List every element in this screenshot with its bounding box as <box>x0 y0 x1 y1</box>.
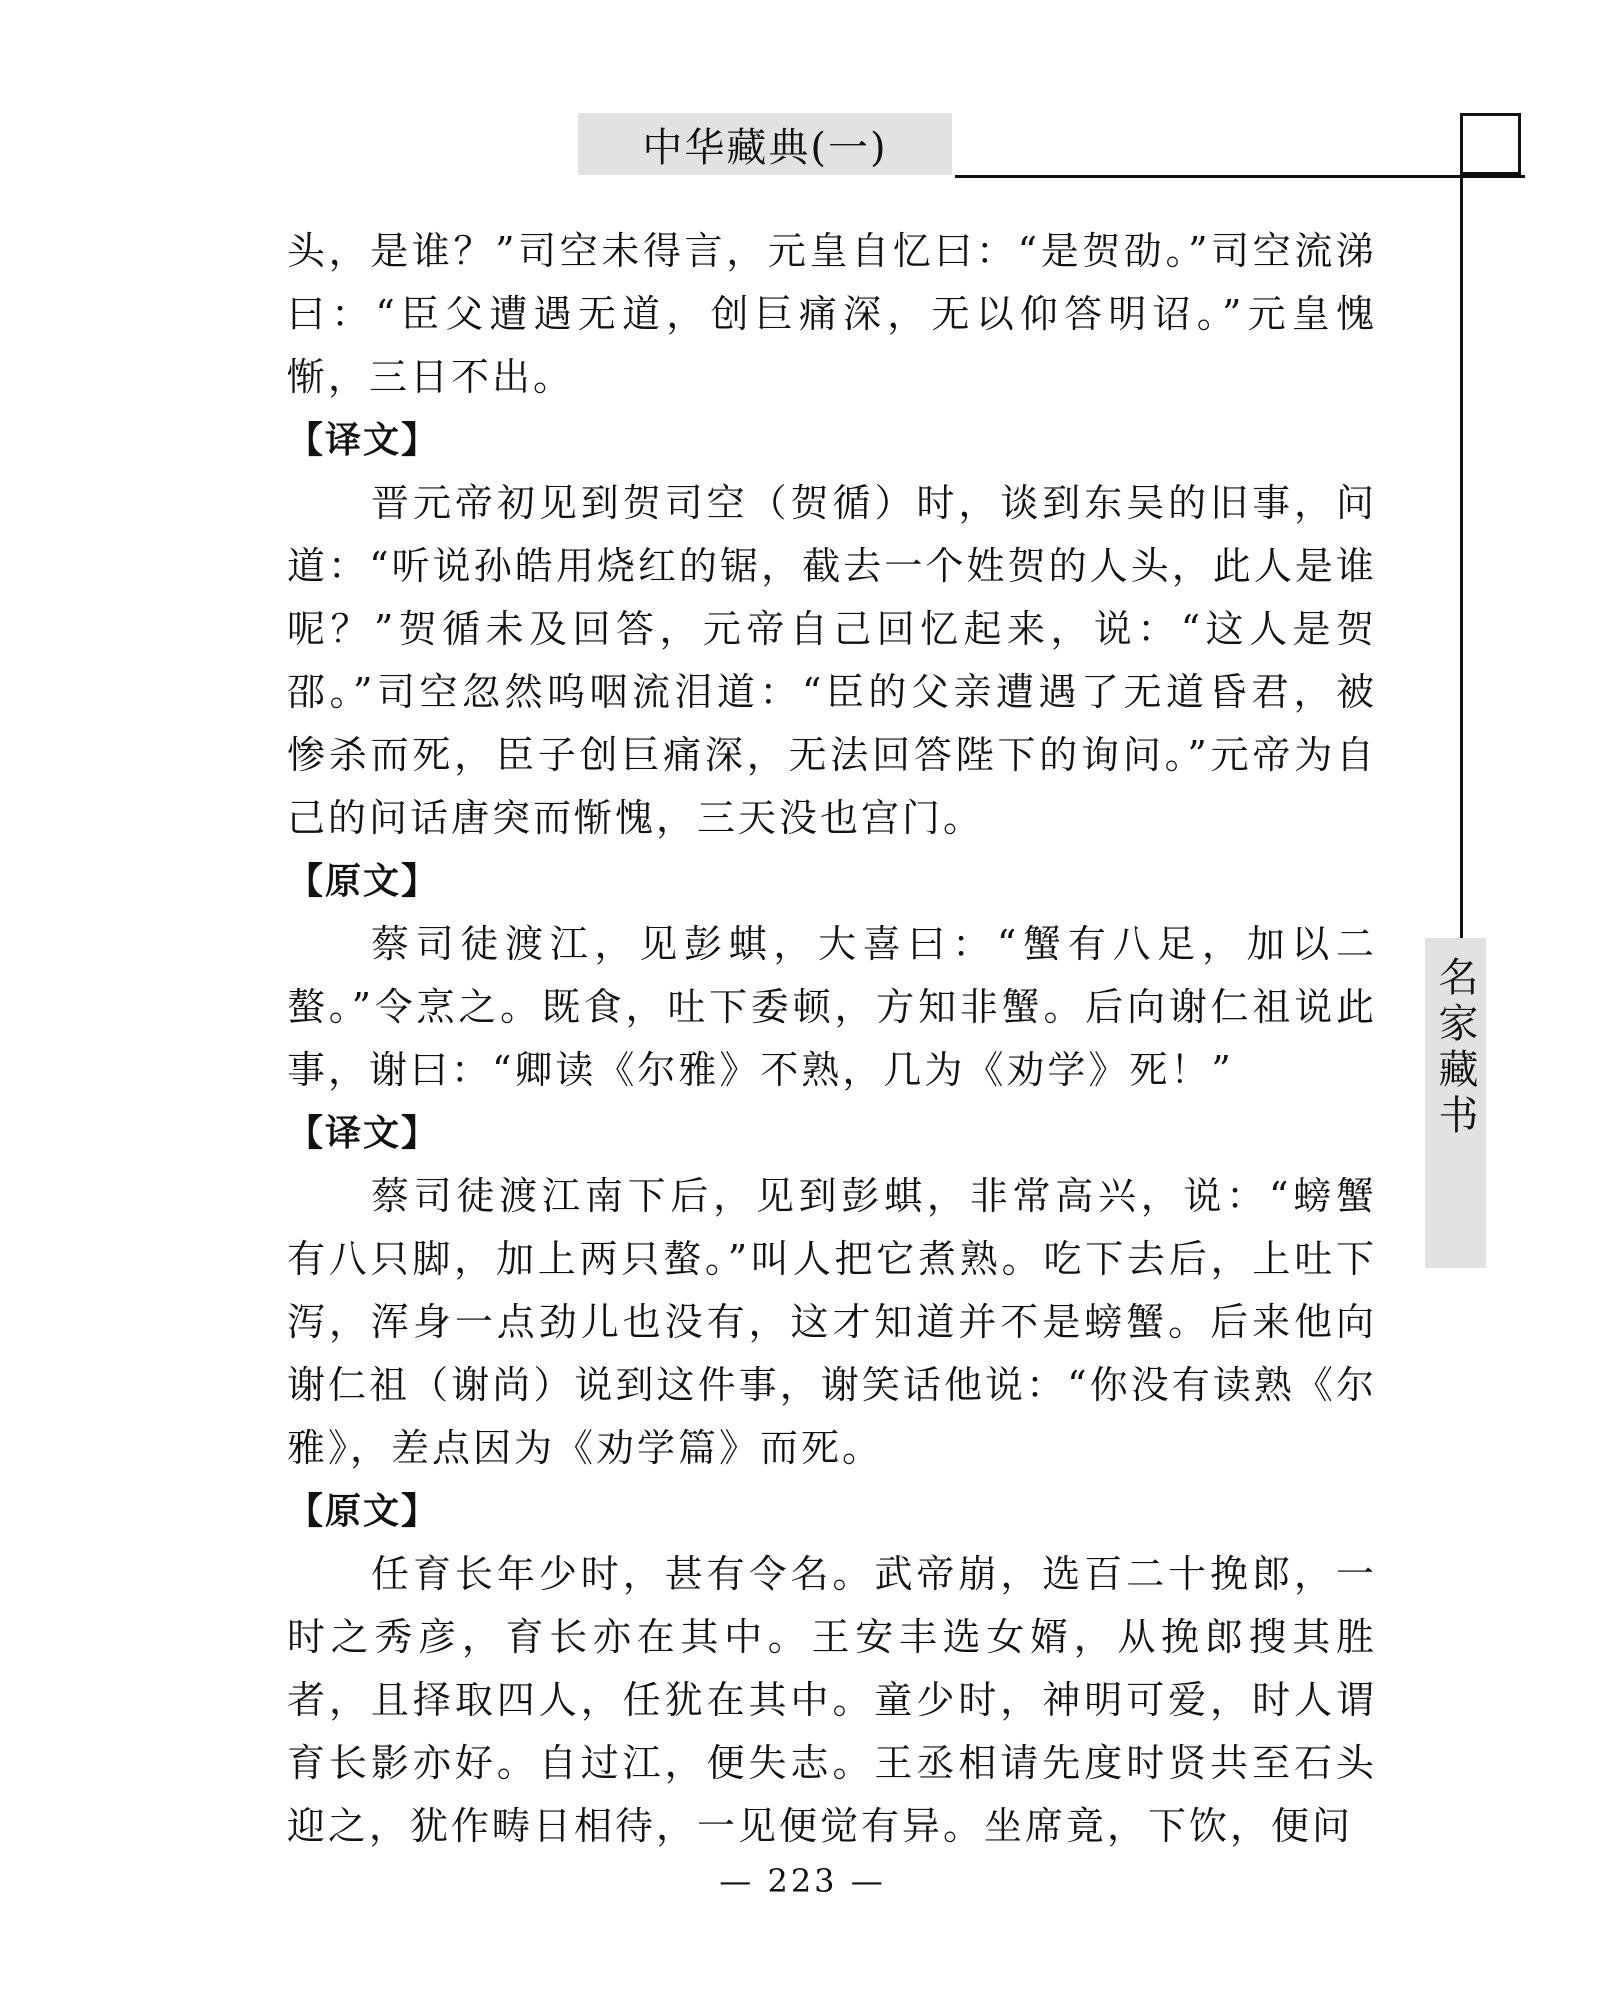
side-tab-label: 名家藏书 <box>1432 956 1478 1140</box>
section-heading: 【原文】 <box>287 861 440 902</box>
paragraph: 蔡司徒渡江，见彭蜞，大喜曰：“蟹有八足，加以二螯。”令烹之。既食，吐下委顿，方知非蟹。后向谢仁祖说此事，谢曰：“卿读《尔雅》不熟，几为《劝学》死！” <box>287 922 1377 1092</box>
running-header <box>578 113 952 175</box>
section-heading: 【原文】 <box>287 1491 440 1532</box>
header-rule <box>955 175 1525 178</box>
section-heading: 【译文】 <box>287 420 440 461</box>
running-header-title: 中华藏典(一) <box>642 124 888 171</box>
page-number: — 223 — <box>719 1862 886 1900</box>
paragraph: 蔡司徒渡江南下后，见到彭蜞，非常高兴，说：“螃蟹有八只脚，加上两只螯。”叫人把它煮熟。吃下去后，上吐下泻，浑身一点劲儿也没有，这才知道并不是螃蟹。后来他向谢仁祖（谢尚）说到这件事，谢笑话他说：“你没有读熟《尔雅》，差点因为《劝学篇》而死。 <box>287 1174 1377 1470</box>
paragraph: 晋元帝初见到贺司空（贺循）时，谈到东吴的旧事，问道：“听说孙皓用烧红的锯，截去一个姓贺的人头，此人是谁呢？”贺循未及回答，元帝自己回忆起来，说：“这人是贺邵。”司空忽然呜咽流泪道：“臣的父亲遭遇了无道昏君，被惨杀而死，臣子创巨痛深，无法回答陛下的询问。”元帝为自己的问话唐突而惭愧，三天没也宫门。 <box>287 481 1377 840</box>
page-body <box>287 220 1377 1858</box>
corner-box <box>1460 113 1521 175</box>
paragraph: 任育长年少时，甚有令名。武帝崩，选百二十挽郎，一时之秀彦，育长亦在其中。王安丰选女婿，从挽郎搜其胜者，且择取四人，任犹在其中。童少时，神明可爱，时人谓育长影亦好。自过江，便失志。王丞相请先度时贤共至石头迎之，犹作畴日相待，一见便觉有异。坐席竟，下饮，便问 <box>287 1552 1377 1848</box>
side-tab <box>1425 938 1486 1268</box>
section-heading: 【译文】 <box>287 1113 440 1154</box>
side-rule <box>1460 113 1463 938</box>
paragraph: 头，是谁？”司空未得言，元皇自忆曰：“是贺劭。”司空流涕曰：“臣父遭遇无道，创巨痛深，无以仰答明诏。”元皇愧惭，三日不出。 <box>287 229 1377 399</box>
